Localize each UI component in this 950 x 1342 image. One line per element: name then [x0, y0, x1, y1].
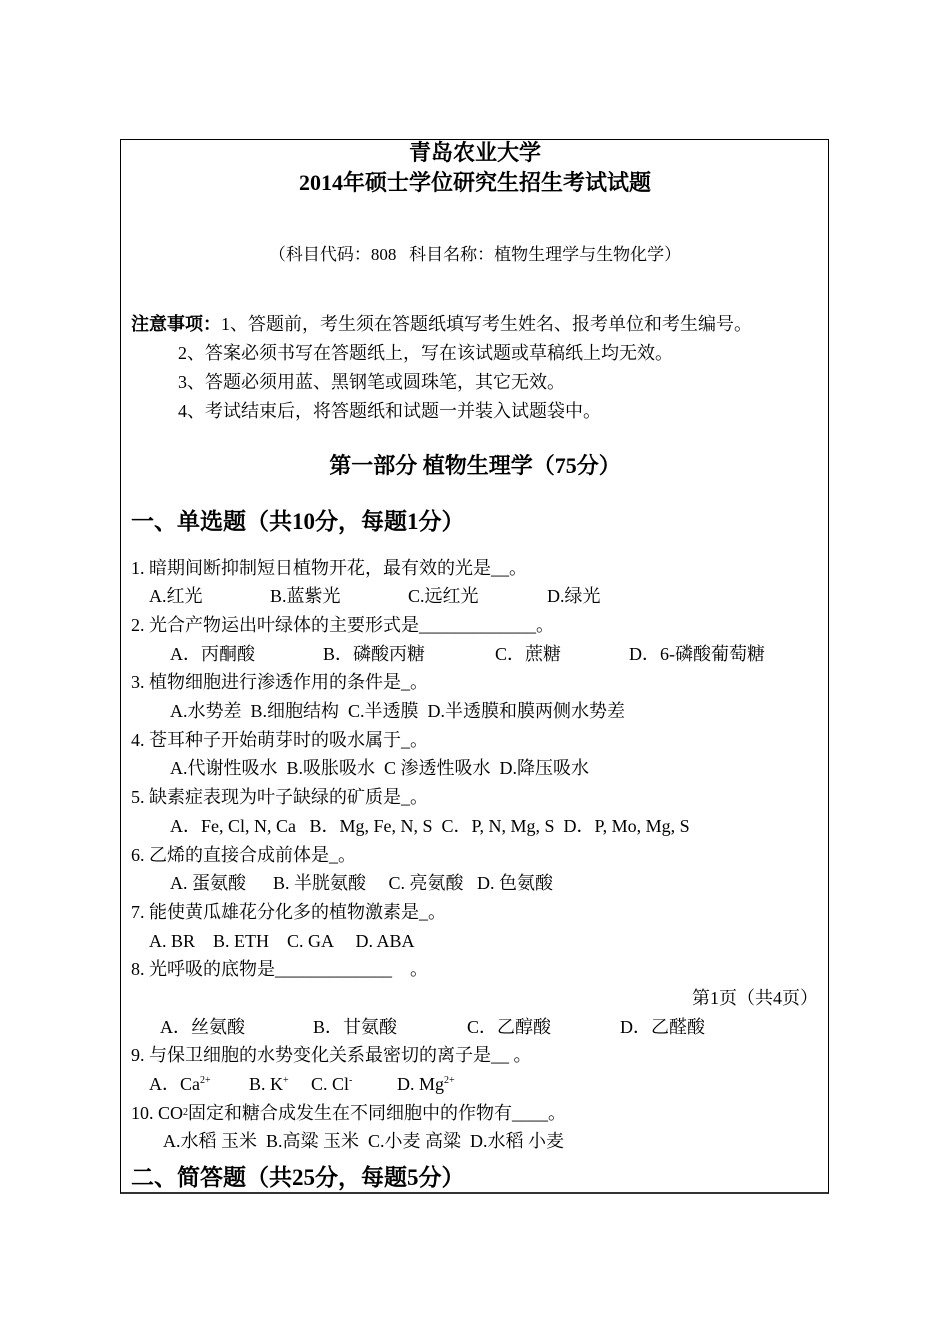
- option: A．丝氨酸: [160, 1017, 245, 1037]
- option-text: A．Ca: [149, 1074, 200, 1094]
- notice-item-1: [131, 313, 752, 335]
- university-name: 青岛农业大学: [408, 140, 541, 165]
- option: [397, 1073, 455, 1095]
- notice-item-3: 3、答题必须用蓝、黑钢笔或圆珠笔，其它无效。: [178, 372, 565, 392]
- question-5: 5. 缺素症表现为叶子缺绿的矿质是_。: [131, 787, 428, 807]
- question-8: 8. 光呼吸的底物是_____________ 。: [131, 959, 428, 979]
- option: B.蓝紫光: [270, 586, 341, 606]
- question-2: 2. 光合产物运出叶绿体的主要形式是_____________。: [131, 615, 554, 635]
- option: D．6-磷酸葡萄糖: [629, 644, 765, 664]
- exam-title: 2014年硕士学位研究生招生考试试题: [298, 170, 651, 195]
- option: B．甘氨酸: [313, 1017, 398, 1037]
- question-1: 1. 暗期间断抑制短日植物开花，最有效的光是__。: [131, 558, 527, 578]
- options: A．Fe, Cl, N, Ca B．Mg, Fe, N, S C．P, N, Mg, S D．P, Mo, Mg, S: [170, 816, 690, 836]
- subscript: 2: [183, 1107, 189, 1118]
- option: A．丙酮酸: [170, 644, 255, 664]
- notice-text: 1、答题前，考生须在答题纸填写考生姓名、报考单位和考生编号。: [221, 314, 752, 334]
- question-3: 3. 植物细胞进行渗透作用的条件是_。: [131, 672, 428, 692]
- question-4: 4. 苍耳种子开始萌芽时的吸水属于_。: [131, 730, 428, 750]
- options: A. BR B. ETH C. GA D. ABA: [149, 931, 415, 951]
- superscript: 2+: [444, 1075, 455, 1086]
- options: A. 蛋氨酸 B. 半胱氨酸 C. 亮氨酸 D. 色氨酸: [170, 873, 554, 893]
- question-9: 9. 与保卫细胞的水势变化关系最密切的离子是__ 。: [131, 1045, 532, 1065]
- question-10: [131, 1102, 566, 1124]
- superscript: 2+: [200, 1075, 211, 1086]
- option: [249, 1073, 289, 1095]
- option-text: C. Cl: [311, 1074, 350, 1094]
- question-text: 固定和糖合成发生在不同细胞中的作物有____。: [188, 1103, 567, 1123]
- question-7: 7. 能使黄瓜雄花分化多的植物激素是_。: [131, 902, 446, 922]
- question-text: 10. CO: [131, 1103, 184, 1123]
- option: C.远红光: [408, 586, 479, 606]
- superscript: +: [283, 1075, 289, 1086]
- option: C．乙醇酸: [467, 1017, 552, 1037]
- option: A.红光: [149, 586, 203, 606]
- option: C．蔗糖: [495, 644, 562, 664]
- question-6: 6. 乙烯的直接合成前体是_。: [131, 845, 356, 865]
- option-text: D. Mg: [397, 1074, 445, 1094]
- notice-item-2: 2、答案必须书写在答题纸上，写在该试题或草稿纸上均无效。: [178, 343, 673, 363]
- options: A.水势差 B.细胞结构 C.半透膜 D.半透膜和膜两侧水势差: [170, 701, 626, 721]
- notice-label: 注意事项：: [131, 314, 221, 334]
- option: [311, 1073, 352, 1095]
- option: [149, 1073, 211, 1095]
- option: D.绿光: [547, 586, 601, 606]
- page-number: 第1页（共4页）: [692, 988, 818, 1008]
- part-title: 第一部分 植物生理学（75分）: [329, 453, 621, 478]
- subject-line: （科目代码：808 科目名称：植物生理学与生物化学）: [268, 245, 682, 264]
- notice-item-4: 4、考试结束后，将答题纸和试题一并装入试题袋中。: [178, 401, 601, 421]
- option-text: B. K: [249, 1074, 284, 1094]
- options: A.代谢性吸水 B.吸胀吸水 C 渗透性吸水 D.降压吸水: [170, 758, 590, 778]
- section1-title: 一、单选题（共10分，每题1分）: [131, 509, 465, 534]
- option: D．乙醛酸: [620, 1017, 705, 1037]
- option: B．磷酸丙糖: [323, 644, 426, 664]
- options: A.水稻 玉米 B.高粱 玉米 C.小麦 高粱 D.水稻 小麦: [163, 1131, 565, 1151]
- superscript: -: [349, 1075, 353, 1086]
- section2-title: 二、简答题（共25分，每题5分）: [131, 1165, 465, 1190]
